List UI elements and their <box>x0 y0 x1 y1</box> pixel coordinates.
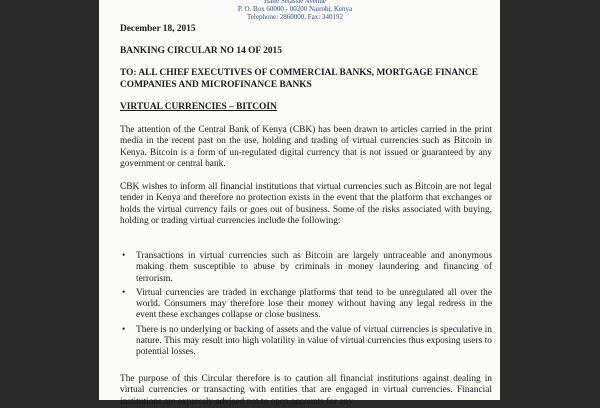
paragraph-intro: The attention of the Central Bank of Kenya (CBK) has been drawn to articles carried in the print media in the recent past on the use, holding and trading of virtual currencies such as Bitcoin in Kenya. Bitcoin is a form of un-regulated digital currency that is not issued or guaranteed by any government or central bank. <box>120 125 492 169</box>
addressee-heading: TO: ALL CHIEF EXECUTIVES OF COMMERCIAL BANKS, MORTGAGE FINANCE COMPANIES AND MICROFINANCE BANKS <box>120 68 478 90</box>
subject-heading: VIRTUAL CURRENCIES – BITCOIN <box>120 102 277 112</box>
bullet-icon: • <box>122 251 126 261</box>
list-item-text: Transactions in virtual currencies such as Bitcoin are largely untraceable and anonymous making them susceptible to abuse by criminals in money laundering and financing of terrorism. <box>136 251 492 284</box>
letterhead-po-box: P. O. Box 60000 - 00200 Nairobi, Kenya <box>237 5 353 13</box>
list-item <box>120 288 492 322</box>
paragraph-risks-intro: CBK wishes to inform all financial institutions that virtual currencies such as Bitcoin are not legal tender in Kenya and therefore no protection exists in the event that the platform that exchanges or holds the virtual currency fails or goes out of business. Some of the risks associated with buying, holding or trading virtual currencies include the following: <box>120 182 492 226</box>
list-item <box>120 251 492 285</box>
bullet-icon: • <box>122 287 126 298</box>
risk-list <box>120 251 492 362</box>
list-item-text: Virtual currencies are traded in exchange platforms that tend to be unregulated all over the world. Consumers may therefore lose their money without having any legal redress in the event these exchanges collapse or close business. <box>136 287 492 321</box>
list-item <box>120 325 492 359</box>
letterhead-telephone: Telephone: 2860000, Fax: 340192 <box>247 13 343 21</box>
letterhead-street: Haile Selassie Avenue <box>263 0 327 5</box>
paragraph-purpose: The purpose of this Circular therefore is to caution all financial institutions against dealing in virtual currencies or transacting with entities that are engaged in virtual currencies. Financial institutions are expressly advised not to open accounts for any <box>120 374 492 407</box>
document-page <box>99 0 500 407</box>
circular-number: BANKING CIRCULAR NO 14 OF 2015 <box>120 46 282 56</box>
list-item-text: There is no underlying or backing of assets and the value of virtual currencies is speculative in nature. This may result into high volatility in value of virtual currencies thus exposing users to potential losses. <box>136 324 492 358</box>
bullet-icon: • <box>122 324 126 335</box>
circular-date: December 18, 2015 <box>120 24 196 34</box>
letterhead-address <box>195 0 395 21</box>
